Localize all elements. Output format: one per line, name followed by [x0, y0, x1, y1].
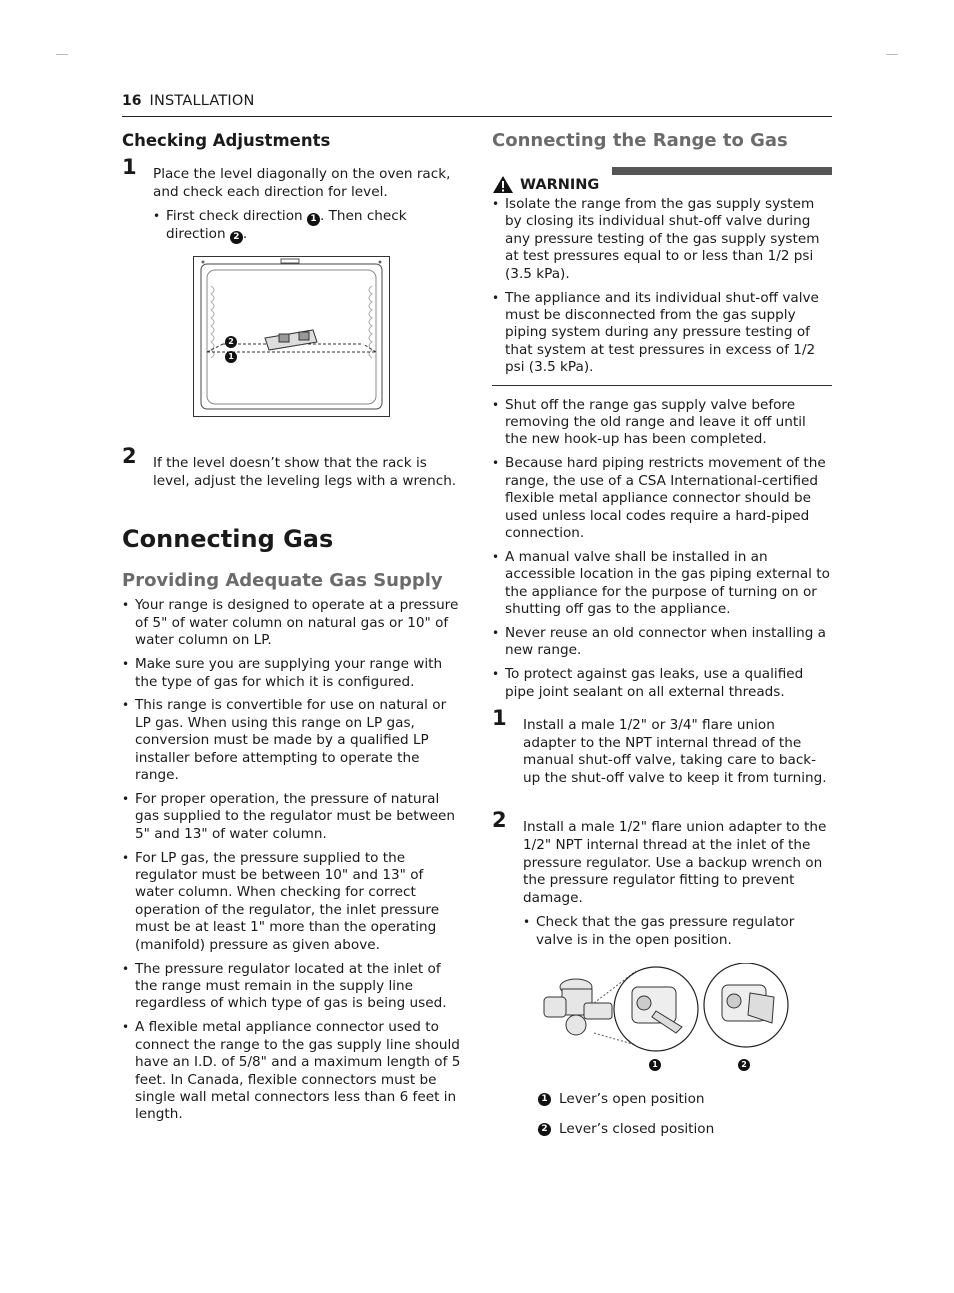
- range-step-2: [492, 808, 832, 949]
- list-item: • A flexible metal appliance connector used to connect the range to the gas supply line should have an I.D. of 5/8" and a maximum length of 5 feet. In Canada, flexible connectors must be single wall metal connectors less than 6 feet in length.: [122, 1019, 462, 1123]
- list-item: • Shut off the range gas supply valve before removing the old range and leave it off until the new hook-up has been completed.: [492, 397, 832, 449]
- supply-bullet-list: [122, 597, 462, 1123]
- warning-banner: [492, 167, 832, 197]
- list-item: • Never reuse an old connector when installing a new range.: [492, 625, 832, 660]
- step-number: 1: [122, 155, 137, 179]
- step-text: Place the level diagonally on the oven rack, and check each direction for level.: [153, 166, 451, 200]
- range-step-1: [492, 706, 832, 787]
- checking-adjustments-title: Checking Adjustments: [122, 131, 331, 150]
- right-column: [492, 128, 832, 1137]
- list-item: • To protect against gas leaks, use a qualified pipe joint sealant on all external threads.: [492, 666, 832, 701]
- warning-divider: [492, 385, 832, 386]
- step-text: If the level doesn’t show that the rack is level, adjust the leveling legs with a wrench.: [153, 455, 457, 489]
- list-item: • For proper operation, the pressure of natural gas supplied to the regulator must be between 5" and 13" of water column.: [122, 791, 462, 843]
- list-item: • Isolate the range from the gas supply system by closing its individual shut-off valve during any pressure testing of the gas supply system at test pressures equal to or less than 1/2 psi (3.5 kPa).: [492, 196, 832, 283]
- warning-rule: [612, 167, 832, 175]
- list-item: • The pressure regulator located at the inlet of the range must remain in the supply line regardless of which type of gas is being used.: [122, 961, 462, 1013]
- figure-marker-2-icon: 2: [738, 1059, 750, 1071]
- step-sub-bullet: • Check that the gas pressure regulator valve is in the open position.: [523, 914, 832, 949]
- marker-1-icon: 1: [307, 213, 320, 226]
- left-column: [122, 128, 462, 1130]
- marker-2-icon: 2: [230, 231, 243, 244]
- list-item: • Your range is designed to operate at a pressure of 5" of water column on natural gas or 10" of water column on LP.: [122, 597, 462, 649]
- legend-marker-2-icon: 2: [538, 1123, 551, 1136]
- warning-triangle-icon: [492, 175, 514, 194]
- list-item: • This range is convertible for use on natural or LP gas. When using this range on LP gas, conversion must be made by a qualified LP installer before attempting to operate the range.: [122, 697, 462, 784]
- list-item: • Make sure you are supplying your range with the type of gas for which it is configured.: [122, 656, 462, 691]
- warning-bullet-list: [492, 196, 832, 377]
- step-sub-bullet: • First check direction 1 . Then check direction 2 .: [153, 208, 462, 244]
- connecting-range-heading: Connecting the Range to Gas: [492, 130, 788, 151]
- crop-mark-right: [886, 54, 898, 55]
- legend-item-closed: [538, 1121, 832, 1137]
- oven-level-illustration: [193, 256, 390, 417]
- step-number: 2: [122, 444, 137, 469]
- connecting-gas-heading: Connecting Gas: [122, 525, 334, 554]
- page-number: 16: [122, 93, 142, 109]
- step-text: Install a male 1/2" or 3/4" flare union adapter to the NPT internal thread of the manual shut-off valve, taking care to back-up the shut-off valve to keep it from turning.: [523, 717, 827, 786]
- legend-marker-1-icon: 1: [538, 1093, 551, 1106]
- regulator-lever-illustration: [536, 963, 792, 1079]
- legend-item-open: [538, 1091, 832, 1107]
- providing-gas-supply-heading: Providing Adequate Gas Supply: [122, 570, 443, 592]
- marker-2-icon: 2: [225, 336, 237, 348]
- range-bullet-list: [492, 397, 832, 702]
- figure-marker-1-icon: 1: [649, 1059, 661, 1071]
- list-item: • Because hard piping restricts movement of the range, the use of a CSA International-certified flexible metal appliance connector should be used unless local codes require a hard-piped connection.: [492, 455, 832, 542]
- page-header: [122, 90, 832, 117]
- warning-label: WARNING: [520, 176, 600, 193]
- marker-1-icon: 1: [225, 351, 237, 363]
- list-item: • The appliance and its individual shut-off valve must be disconnected from the gas supply piping system during any pressure testing of that system at test pressures in excess of 1/2 psi (3.5 kPa).: [492, 290, 832, 377]
- section-title: INSTALLATION: [149, 93, 255, 109]
- crop-mark-left: [56, 54, 68, 55]
- list-item: • A manual valve shall be installed in an accessible location in the gas piping external to the appliance for the purpose of turning on or shutting off gas to the appliance.: [492, 549, 832, 619]
- checking-step-1: [122, 155, 462, 244]
- checking-step-2: [122, 444, 462, 490]
- legend-text: Lever’s closed position: [559, 1121, 715, 1138]
- step-text: Install a male 1/2" flare union adapter to the 1/2" NPT internal thread at the inlet of the pressure regulator. Use a backup wrench on the pressure regulator fitting to prevent damage.: [523, 819, 827, 906]
- list-item: • For LP gas, the pressure supplied to the regulator must be between 10" and 13" of water column. When checking for correct operation of the regulator, the inlet pressure must be at least 1" more than the operating (manifold) pressure as given above.: [122, 850, 462, 954]
- legend-text: Lever’s open position: [559, 1091, 705, 1108]
- step-number: 1: [492, 706, 507, 731]
- step-number: 2: [492, 808, 507, 833]
